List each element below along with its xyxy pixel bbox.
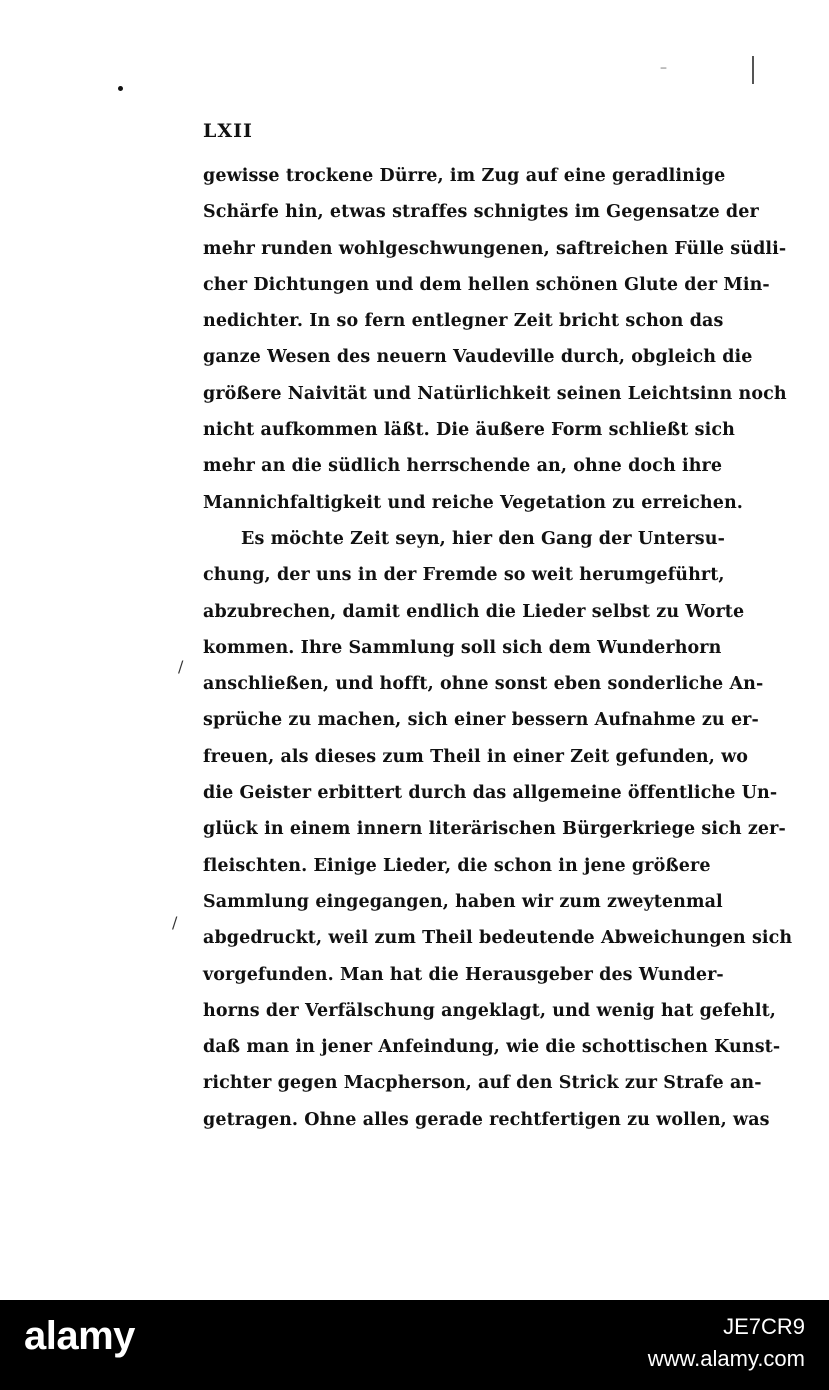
alamy-logo: alamy	[24, 1314, 135, 1358]
text-line: nedichter. In so fern entlegner Zeit bricht schon das	[203, 311, 724, 332]
text-line: mehr an die südlich herrschende an, ohne doch ihre	[203, 456, 723, 477]
text-line: Mannichfaltigkeit und reiche Vegetation zu erreichen.	[203, 492, 743, 513]
text-line: sprüche zu machen, sich einer bessern Aufnahme zu er-	[203, 710, 759, 731]
text-line: chung, der uns in der Fremde so weit herumgeführt,	[203, 565, 725, 586]
text-line: Sammlung eingegangen, haben wir zum zweytenmal	[203, 891, 723, 912]
text-line: größere Naivität und Natürlichkeit seinen Leichtsinn noch	[203, 383, 787, 404]
text-line: vorgefunden. Man hat die Herausgeber des Wunder-	[203, 964, 724, 985]
site-url: www.alamy.com	[647, 1346, 805, 1371]
text-line: freuen, als dieses zum Theil in einer Zeit gefunden, wo	[203, 746, 749, 767]
text-line: Es möchte Zeit seyn, hier den Gang der Untersu-	[241, 528, 725, 549]
text-line: richter gegen Macpherson, auf den Strick zur Strafe an-	[203, 1073, 762, 1094]
text-line: mehr runden wohlgeschwungenen, saftreichen Fülle südli-	[203, 238, 787, 259]
edge-mark: –	[660, 60, 667, 76]
margin-pencil-mark: /	[172, 913, 178, 932]
text-line: nicht aufkommen läßt. Die äußere Form schließt sich	[203, 420, 735, 441]
text-line: ganze Wesen des neuern Vaudeville durch, obgleich die	[203, 347, 753, 368]
page-edge-line	[752, 56, 754, 84]
image-id: JE7CR9	[723, 1314, 805, 1339]
text-line: anschließen, und hofft, ohne sonst eben sonderliche An-	[203, 674, 764, 695]
text-line: horns der Verfälschung angeklagt, und wenig hat gefehlt,	[203, 1000, 776, 1021]
text-line: fleischten. Einige Lieder, die schon in jene größere	[203, 855, 711, 876]
text-line: kommen. Ihre Sammlung soll sich dem Wunderhorn	[203, 637, 722, 658]
ink-dot	[118, 86, 123, 91]
text-line: gewisse trockene Dürre, im Zug auf eine geradlinige	[203, 166, 726, 186]
text-line: abzubrechen, damit endlich die Lieder selbst zu Worte	[203, 601, 745, 622]
text-line: daß man in jener Anfeindung, wie die schottischen Kunst-	[203, 1037, 781, 1058]
text-line: Schärfe hin, etwas straffes schnigtes im Gegensatze der	[203, 202, 759, 223]
text-line: glück in einem innern literärischen Bürgerkriege sich zer-	[203, 819, 786, 840]
body-text	[203, 158, 793, 1138]
page-number: LXII	[203, 120, 253, 142]
margin-pencil-mark: /	[178, 657, 184, 676]
watermark-banner	[0, 1300, 829, 1390]
text-line: cher Dichtungen und dem hellen schönen Glute der Min-	[203, 274, 770, 295]
text-line: die Geister erbittert durch das allgemeine öffentliche Un-	[203, 783, 778, 804]
text-line: getragen. Ohne alles gerade rechtfertigen zu wollen, was	[203, 1109, 770, 1130]
text-line: abgedruckt, weil zum Theil bedeutende Abweichungen sich	[203, 928, 793, 949]
